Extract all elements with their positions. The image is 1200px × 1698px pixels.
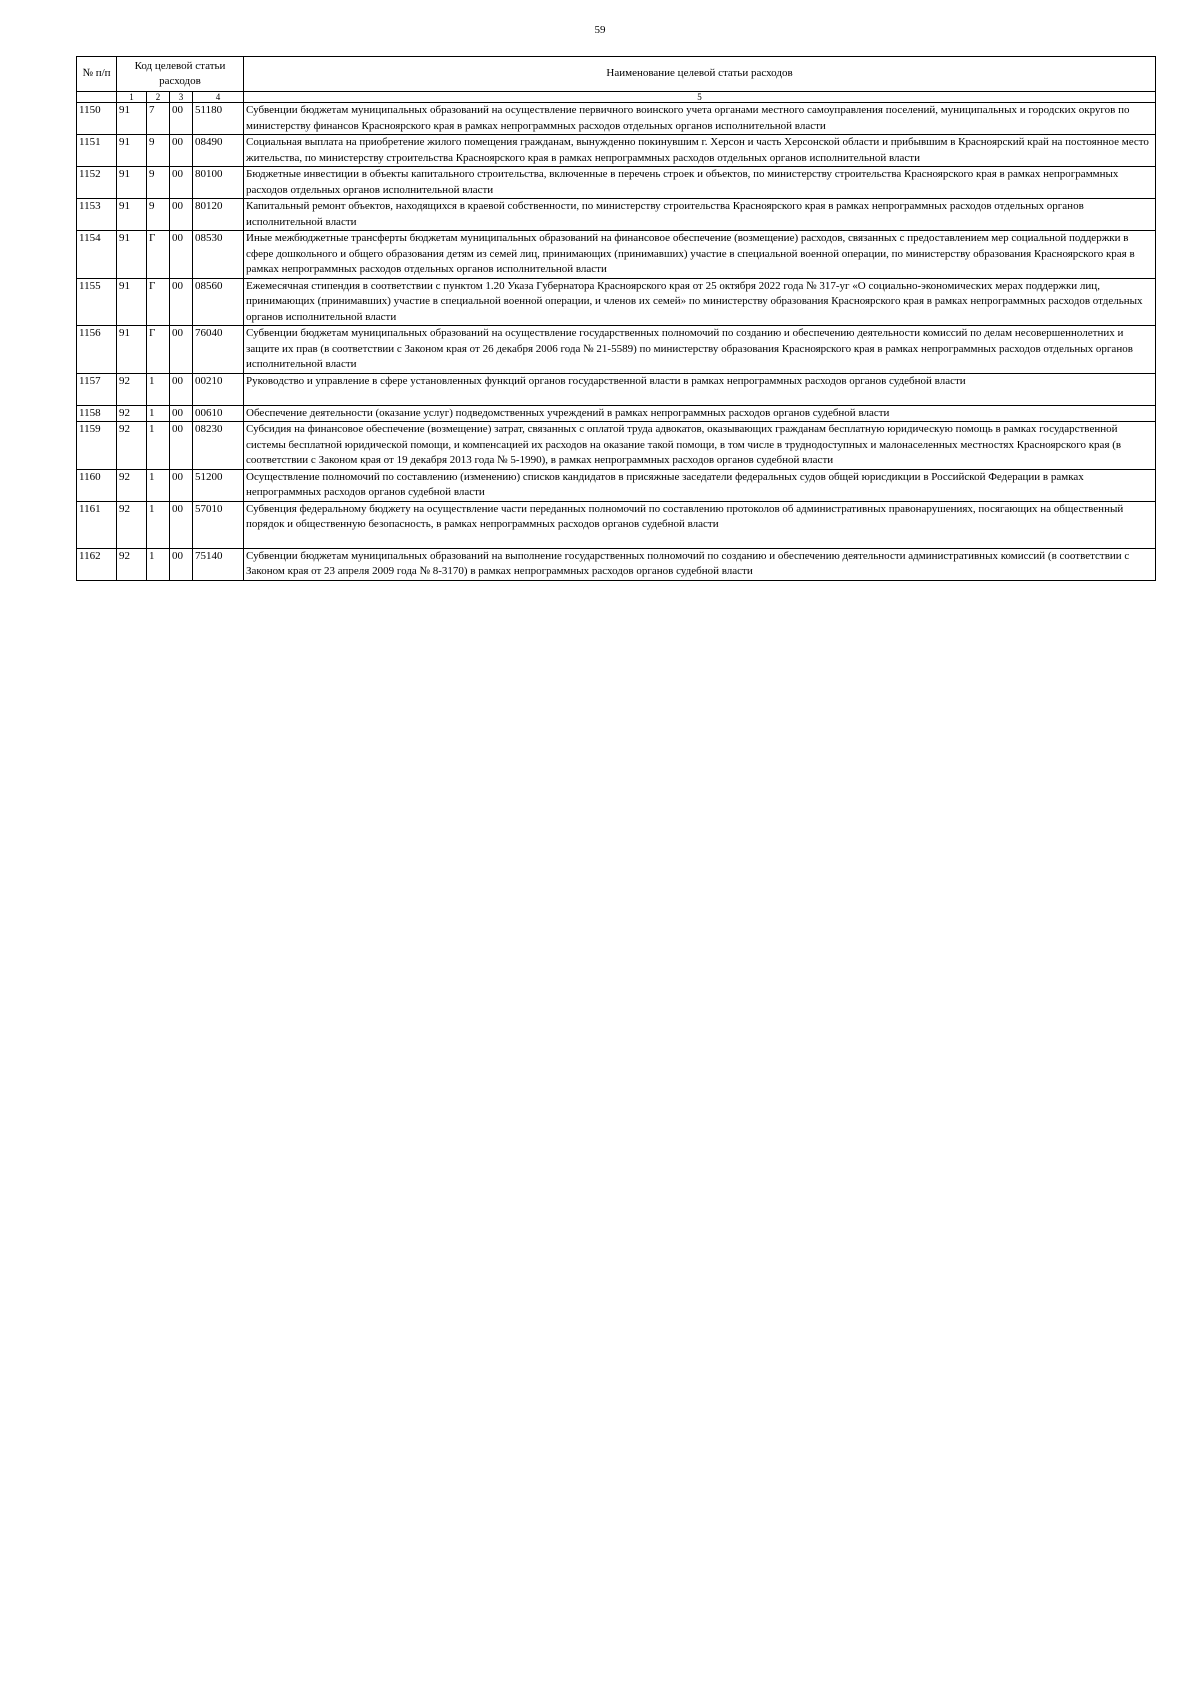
description-cell: Руководство и управление в сфере установленных функций органов государственной власти в рамках непрограммных расходов органов судебной власти: [244, 373, 1156, 405]
row-number-cell: 1153: [77, 199, 117, 231]
row-number-cell: 1151: [77, 135, 117, 167]
code-part-2-cell: 1: [147, 548, 170, 580]
row-number-cell: 1158: [77, 405, 117, 422]
row-number-cell: 1155: [77, 278, 117, 326]
code-part-1-cell: 92: [117, 373, 147, 405]
table-header-row: [77, 57, 1156, 92]
table-row: [77, 469, 1156, 501]
code-part-3-cell: 00: [170, 548, 193, 580]
code-part-3-cell: 00: [170, 135, 193, 167]
code-part-4-cell: 57010: [193, 501, 244, 548]
description-cell: Субвенции бюджетам муниципальных образований на осуществление государственных полномочий по созданию и обеспечению деятельности комиссий по делам несовершеннолетних и защите их прав (в соответствии с Законом края от 26 декабря 2006 года № 21-5589) по министерству образования Красноярского края в рамках непрограммных расходов отдельных органов исполнительной власти: [244, 326, 1156, 374]
table-row: [77, 548, 1156, 580]
code-part-1-cell: 92: [117, 501, 147, 548]
code-part-2-cell: 9: [147, 199, 170, 231]
code-part-2-cell: 1: [147, 501, 170, 548]
row-number-cell: 1152: [77, 167, 117, 199]
row-number-cell: 1156: [77, 326, 117, 374]
code-part-3-cell: 00: [170, 326, 193, 374]
expense-codes-table: [76, 56, 1156, 581]
description-cell: Ежемесячная стипендия в соответствии с пунктом 1.20 Указа Губернатора Красноярского края от 25 октября 2022 года № 317-уг «О социально-экономических мерах поддержки лиц, принимающих (принимавших) участие в специальной военной операции, и членов их семей» по министерству образования Красноярского края в рамках непрограммных расходов отдельных органов исполнительной власти: [244, 278, 1156, 326]
code-part-3-cell: 00: [170, 501, 193, 548]
code-part-4-cell: 51200: [193, 469, 244, 501]
code-part-2-cell: Г: [147, 231, 170, 279]
column-number: 4: [193, 92, 244, 103]
table-row: [77, 326, 1156, 374]
code-part-2-cell: 7: [147, 103, 170, 135]
code-part-1-cell: 92: [117, 469, 147, 501]
code-part-2-cell: 9: [147, 167, 170, 199]
code-part-4-cell: 00210: [193, 373, 244, 405]
code-part-3-cell: 00: [170, 469, 193, 501]
row-number-cell: 1150: [77, 103, 117, 135]
row-number-cell: 1157: [77, 373, 117, 405]
code-part-1-cell: 92: [117, 548, 147, 580]
code-part-2-cell: 1: [147, 469, 170, 501]
code-part-3-cell: 00: [170, 278, 193, 326]
table-row: [77, 231, 1156, 279]
code-part-1-cell: 92: [117, 422, 147, 470]
description-cell: Социальная выплата на приобретение жилого помещения гражданам, вынужденно покинувшим г. Херсон и часть Херсонской области и прибывшим в Красноярский край на постоянное место жительства, по министерству строительства Красноярского края в рамках непрограммных расходов отдельных органов исполнительной власти: [244, 135, 1156, 167]
code-part-1-cell: 91: [117, 199, 147, 231]
header-name: Наименование целевой статьи расходов: [244, 57, 1156, 92]
code-part-2-cell: 1: [147, 405, 170, 422]
column-number: 3: [170, 92, 193, 103]
description-cell: Субвенции бюджетам муниципальных образований на выполнение государственных полномочий по созданию и обеспечению деятельности административных комиссий (в соответствии с Законом края от 23 апреля 2009 года № 8-3170) в рамках непрограммных расходов органов судебной власти: [244, 548, 1156, 580]
table-row: [77, 199, 1156, 231]
header-code: Код целевой статьи расходов: [117, 57, 244, 92]
code-part-2-cell: 1: [147, 422, 170, 470]
column-number: 1: [117, 92, 147, 103]
code-part-4-cell: 08230: [193, 422, 244, 470]
code-part-1-cell: 92: [117, 405, 147, 422]
code-part-1-cell: 91: [117, 135, 147, 167]
page-number: 59: [594, 24, 606, 36]
code-part-2-cell: 1: [147, 373, 170, 405]
description-cell: Бюджетные инвестиции в объекты капитального строительства, включенные в перечень строек и объектов, по министерству строительства Красноярского края в рамках непрограммных расходов отдельных органов исполнительной власти: [244, 167, 1156, 199]
row-number-cell: 1162: [77, 548, 117, 580]
row-number-cell: 1159: [77, 422, 117, 470]
description-cell: Капитальный ремонт объектов, находящихся в краевой собственности, по министерству строительства Красноярского края в рамках непрограммных расходов отдельных органов исполнительной власти: [244, 199, 1156, 231]
table-row: [77, 405, 1156, 422]
header-number: № п/п: [77, 57, 117, 92]
code-part-1-cell: 91: [117, 231, 147, 279]
code-part-4-cell: 80120: [193, 199, 244, 231]
column-number: 5: [244, 92, 1156, 103]
code-part-1-cell: 91: [117, 103, 147, 135]
code-part-3-cell: 00: [170, 373, 193, 405]
code-part-3-cell: 00: [170, 422, 193, 470]
description-cell: Субвенции бюджетам муниципальных образований на осуществление первичного воинского учета органами местного самоуправления поселений, муниципальных и городских округов по министерству финансов Красноярского края в рамках непрограммных расходов отдельных органов исполнительной власти: [244, 103, 1156, 135]
description-cell: Осуществление полномочий по составлению (изменению) списков кандидатов в присяжные заседатели федеральных судов общей юрисдикции в Российской Федерации в рамках непрограммных расходов органов судебной власти: [244, 469, 1156, 501]
code-part-4-cell: 76040: [193, 326, 244, 374]
code-part-2-cell: 9: [147, 135, 170, 167]
code-part-4-cell: 08490: [193, 135, 244, 167]
column-numbers-row: [77, 92, 1156, 103]
code-part-4-cell: 51180: [193, 103, 244, 135]
column-number: 2: [147, 92, 170, 103]
code-part-3-cell: 00: [170, 103, 193, 135]
code-part-4-cell: 80100: [193, 167, 244, 199]
description-cell: Обеспечение деятельности (оказание услуг) подведомственных учреждений в рамках непрограммных расходов органов судебной власти: [244, 405, 1156, 422]
code-part-1-cell: 91: [117, 167, 147, 199]
row-number-cell: 1160: [77, 469, 117, 501]
description-cell: Субвенция федеральному бюджету на осуществление части переданных полномочий по составлению протоколов об административных правонарушениях, посягающих на общественный порядок и общественную безопасность, в рамках непрограммных расходов органов судебной власти: [244, 501, 1156, 548]
table-row: [77, 373, 1156, 405]
code-part-2-cell: Г: [147, 326, 170, 374]
code-part-1-cell: 91: [117, 278, 147, 326]
table-row: [77, 422, 1156, 470]
description-cell: Субсидия на финансовое обеспечение (возмещение) затрат, связанных с оплатой труда адвокатов, оказывающих гражданам бесплатную юридическую помощь в рамках государственной системы бесплатной юридической помощи, и компенсацией их расходов на оказание такой помощи, в том числе в труднодоступных и малонаселенных местностях Красноярского края (в соответствии с Законом края от 19 декабря 2013 года № 5-1990), в рамках непрограммных расходов органов судебной власти: [244, 422, 1156, 470]
code-part-3-cell: 00: [170, 405, 193, 422]
column-number-blank: [77, 92, 117, 103]
row-number-cell: 1154: [77, 231, 117, 279]
code-part-4-cell: 08530: [193, 231, 244, 279]
table-row: [77, 501, 1156, 548]
table-row: [77, 167, 1156, 199]
table-row: [77, 278, 1156, 326]
table-row: [77, 135, 1156, 167]
code-part-3-cell: 00: [170, 199, 193, 231]
code-part-1-cell: 91: [117, 326, 147, 374]
description-cell: Иные межбюджетные трансферты бюджетам муниципальных образований на финансовое обеспечение (возмещение) расходов, связанных с предоставлением мер социальной поддержки в сфере дошкольного и общего образования детям из семей лиц, принимающих (принимавших) участие в специальной военной операции, по министерству образования Красноярского края в рамках непрограммных расходов отдельных органов исполнительной власти: [244, 231, 1156, 279]
table-body: [77, 92, 1156, 581]
code-part-4-cell: 08560: [193, 278, 244, 326]
code-part-3-cell: 00: [170, 167, 193, 199]
code-part-4-cell: 00610: [193, 405, 244, 422]
row-number-cell: 1161: [77, 501, 117, 548]
table-row: [77, 103, 1156, 135]
code-part-2-cell: Г: [147, 278, 170, 326]
code-part-3-cell: 00: [170, 231, 193, 279]
code-part-4-cell: 75140: [193, 548, 244, 580]
